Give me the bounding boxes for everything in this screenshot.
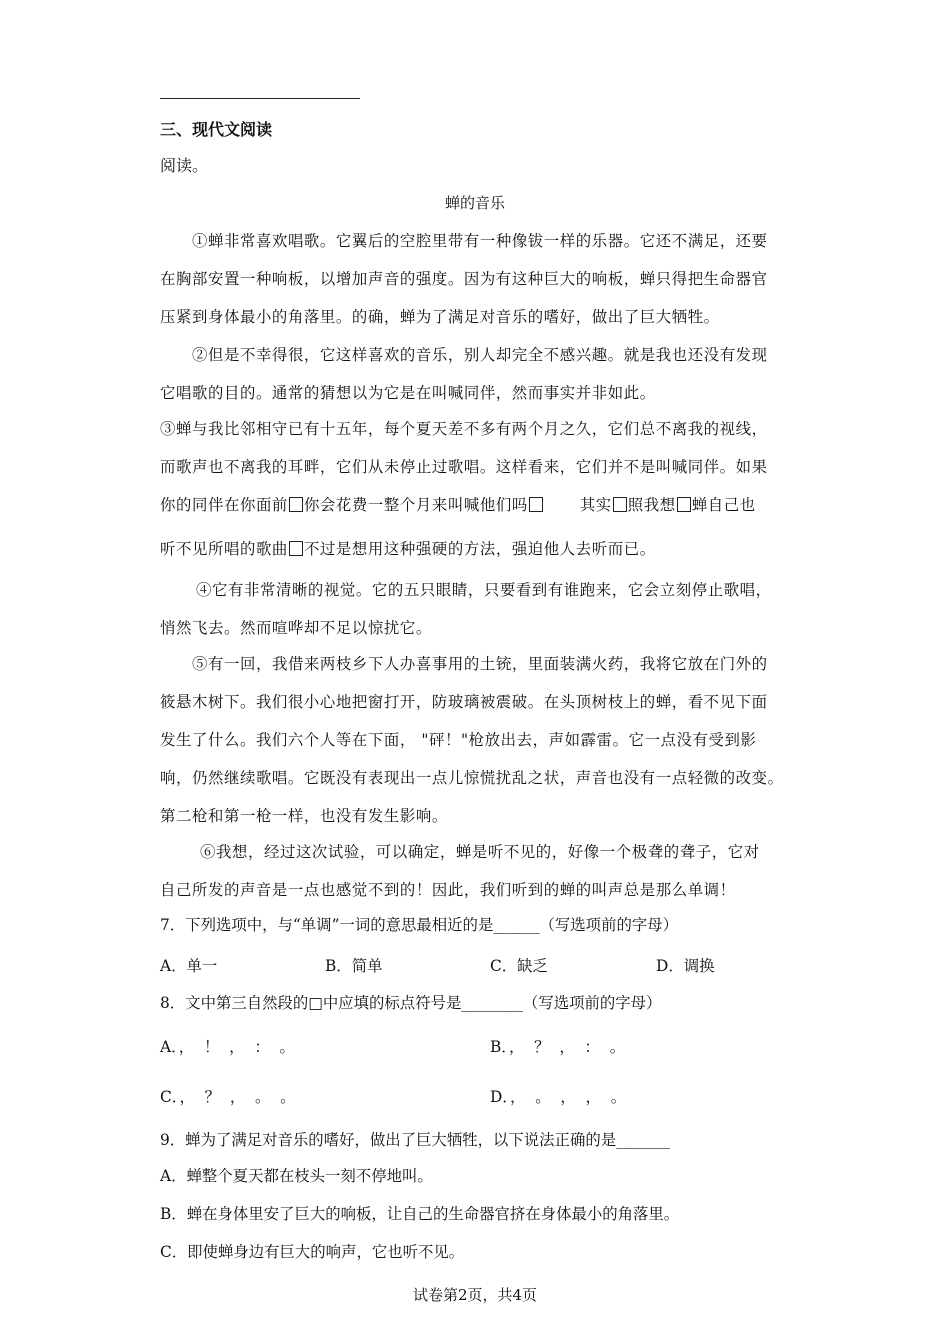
q7-option-d[interactable]: D．调换	[656, 957, 715, 975]
article-line: 筱悬木树下。我们很小心地把窗打开，防玻璃被震破。在头顶树枝上的蝉，看不见下面	[160, 693, 768, 711]
q8-option-c[interactable]: C．， ？ ， 。 。	[160, 1088, 296, 1106]
line-segment: 你会花费一整个月来叫喊他们吗	[303, 496, 528, 514]
article-line: ③蝉与我比邻相守已有十五年，每个夏天差不多有两个月之久，它们总不离我的视线，	[160, 420, 768, 438]
article-line: 第二枪和第一枪一样，也没有发生影响。	[160, 807, 448, 825]
q8-option-b[interactable]: B．， ？ ， ： 。	[490, 1038, 626, 1056]
article-line: ②但是不幸得很，它这样喜欢的音乐，别人却完全不感兴趣。就是我也还没有发现	[192, 346, 768, 364]
blank-box	[289, 497, 303, 512]
question-8-stem: 8．文中第三自然段的□中应填的标点符号是________（写选项前的字母）	[160, 994, 662, 1012]
blank-box	[677, 497, 691, 512]
article-line: 在胸部安置一种响板，以增加声音的强度。因为有这种巨大的响板，蝉只得把生命器官	[160, 270, 768, 288]
question-7-stem: 7．下列选项中，与“单调”一词的意思最相近的是______（写选项前的字母）	[160, 916, 679, 934]
article-line: ①蝉非常喜欢唱歌。它翼后的空腔里带有一种像钹一样的乐器。它还不满足，还要	[192, 232, 768, 250]
article-line: ⑥我想，经过这次试验，可以确定，蝉是听不见的，好像一个极聋的聋子，它对	[200, 843, 760, 861]
line-segment: 照我想	[627, 496, 676, 514]
q7-option-a[interactable]: A．单一	[160, 957, 218, 975]
line-segment: 你的同伴在你面前	[160, 496, 288, 514]
paragraph-6	[160, 842, 792, 918]
question-9-stem: 9．蝉为了满足对音乐的嗜好，做出了巨大牺牲，以下说法正确的是_______	[160, 1131, 670, 1149]
page-footer: 试卷第2页，共4页	[412, 1286, 538, 1304]
article-title: 蝉的音乐	[444, 194, 505, 212]
article-line-with-blanks	[160, 495, 792, 539]
article-line: ⑤有一回，我借来两枝乡下人办喜事用的土铳，里面装满火药，我将它放在门外的	[192, 655, 768, 673]
line-segment: 听不见所唱的歌曲	[160, 540, 288, 558]
q9-option-c[interactable]: C．即使蝉身边有巨大的响声，它也听不见。	[160, 1243, 465, 1261]
article-line: ④它有非常清晰的视觉。它的五只眼睛，只要看到有谁跑来，它会立刻停止歌唱，	[196, 581, 772, 599]
blank-box	[289, 541, 303, 556]
q7-option-c[interactable]: C．缺乏	[490, 957, 548, 975]
q8-option-d[interactable]: D．， 。 ， ， 。	[490, 1088, 627, 1106]
article-line: 自己所发的声音是一点也感觉不到的！因此，我们听到的蝉的叫声总是那么单调！	[160, 881, 736, 899]
section-instruction: 阅读。	[160, 156, 209, 175]
article-line: 它唱歌的目的。通常的猜想以为它是在叫喊同伴，然而事实并非如此。	[160, 384, 656, 402]
blank-box	[529, 497, 543, 512]
article-line: 发生了什么。我们六个人等在下面， "砰！"枪放出去，声如霹雷。它一点没有受到影	[160, 731, 757, 749]
q9-option-a[interactable]: A．蝉整个夏天都在枝头一刻不停地叫。	[160, 1167, 433, 1185]
article-line: 压紧到身体最小的角落里。的确，蝉为了满足对音乐的嗜好，做出了巨大牺牲。	[160, 308, 720, 326]
q7-option-b[interactable]: B．简单	[325, 957, 383, 975]
article-line: 而歌声也不离我的耳畔，它们从未停止过歌唱。这样看来，它们并不是叫喊同伴。如果	[160, 458, 768, 476]
blank-box	[613, 497, 627, 512]
line-segment: 其实	[579, 496, 612, 514]
article-line-with-blanks	[160, 539, 792, 577]
section-title: 三、现代文阅读	[160, 120, 273, 139]
paragraph-1	[160, 231, 792, 345]
line-segment: 蝉自己也	[691, 496, 756, 514]
paragraph-4	[160, 580, 792, 656]
top-divider	[160, 98, 360, 99]
paragraph-2	[160, 345, 792, 421]
q8-option-a[interactable]: A．， ！ ， ： 。	[160, 1038, 295, 1056]
paragraph-5	[160, 654, 792, 844]
article-line: 悄然飞去。然而喧哗却不足以惊扰它。	[160, 619, 432, 637]
line-segment: 不过是想用这种强硬的方法，强迫他人去听而已。	[303, 540, 656, 558]
q9-option-b[interactable]: B．蝉在身体里安了巨大的响板，让自己的生命器官挤在身体最小的角落里。	[160, 1205, 680, 1223]
paragraph-3	[160, 419, 792, 577]
article-line: 响，仍然继续歌唱。它既没有表现出一点儿惊慌扰乱之状，声音也没有一点轻微的改变。	[160, 769, 784, 787]
